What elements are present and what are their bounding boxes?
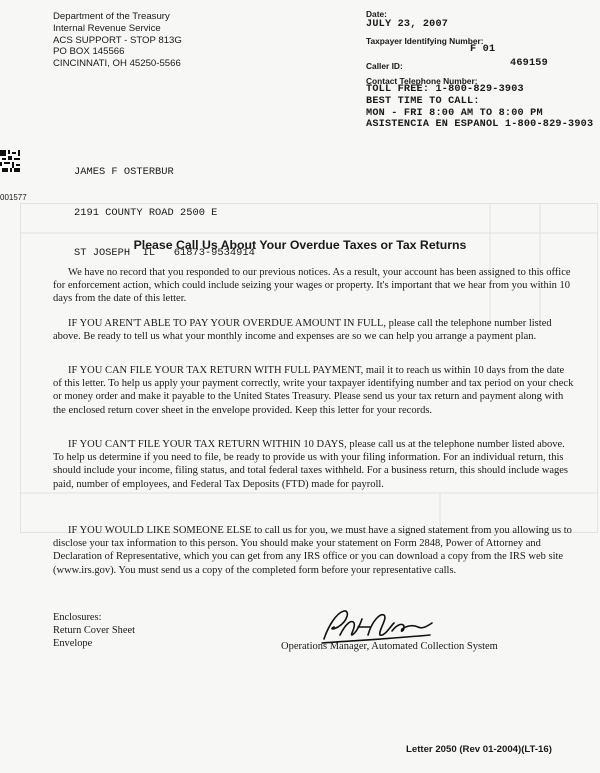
enclosures-line: Enclosures: [53, 612, 102, 623]
date-value: JULY 23, 2007 [366, 19, 449, 30]
sender-line: Department of the Treasury [53, 11, 170, 22]
recipient-line: ST JOSEPH IL 61873-9534914 [74, 247, 255, 259]
sender-address [53, 11, 182, 70]
body-paragraph: IF YOU CAN FILE YOUR TAX RETURN WITH FULL PAYMENT, mail it to reach us within 10 days from the date of this letter. To help us apply your payment correctly, write your taxpayer identifying number and tax period on your check or money order and make it payable to the United States Treasury. Please send us your tax return and payment along with the enclosed return cover sheet in the envelope provided. Keep this letter for your records. [53, 365, 574, 416]
recipient-line: JAMES F OSTERBUR [74, 166, 174, 178]
body-paragraph: IF YOU CAN'T FILE YOUR TAX RETURN WITHIN 10 DAYS, please call us at the telephone number listed above. To help us determine if you need to file, be ready to provide us with your filing information. For an individual return, this should include your income, filing status, and total federal taxes withheld. For a business return, this should include wages paid, number of employees, and Federal Tax Deposits (FTD) made for payroll. [53, 439, 568, 490]
sender-line: ACS SUPPORT - STOP 813G [53, 34, 182, 46]
sender-line: CINCINNATI, OH 45250-5566 [53, 58, 181, 70]
contact-line: ASISTENCIA EN ESPANOL 1-800-829-3903 [366, 119, 594, 131]
enclosures-list [53, 611, 135, 651]
caller-id-label: Caller ID: [366, 61, 403, 71]
sender-line: PO BOX 145566 [53, 46, 125, 58]
contact-phone-block [366, 84, 593, 131]
letter-title: Please Call Us About Your Overdue Taxes or Tax Returns [133, 238, 467, 252]
caller-id-value: 469159 [510, 58, 548, 69]
tin-value: F 01 [470, 44, 496, 55]
body-paragraph: We have no record that you responded to our previous notices. As a result, your account has been assigned to this office for enforcement action, which could include seizing your wages or property. It's important that we hear from you within 10 days from the date of this letter. [53, 267, 571, 305]
barcode-number: 001577 [0, 193, 27, 202]
body-paragraph: IF YOU AREN'T ABLE TO PAY YOUR OVERDUE AMOUNT IN FULL, please call the telephone number listed above. Be ready to tell us what your monthly income and expenses are so we can help you arrange a payment plan. [53, 318, 552, 343]
recipient-line: 2191 COUNTY ROAD 2500 E [74, 206, 218, 219]
sender-line: Internal Revenue Service [53, 22, 161, 34]
contact-line: MON - FRI 8:00 AM TO 8:00 PM [366, 107, 543, 119]
form-identifier: Letter 2050 (Rev 01-2004)(LT-16) [406, 744, 552, 755]
body-paragraph: IF YOU WOULD LIKE SOMEONE ELSE to call us for you, we must have a signed statement from you allowing us to disclose your tax information to this person. You should make your statement on Form 2848, Power of Attorney and Declaration of Representative, which you can get from any IRS office or you can download a copy from the IRS web site (www.irs.gov). You must send us a copy of the completed form before your representative calls. [53, 525, 572, 576]
tin-label: Taxpayer Identifying Number: [366, 36, 484, 46]
contact-line: BEST TIME TO CALL: [366, 95, 480, 107]
contact-phone-label: Contact Telephone Number: [366, 76, 478, 86]
enclosures-line: Return Cover Sheet [53, 625, 135, 637]
date-label: Date: [366, 9, 387, 19]
contact-line: TOLL FREE: 1-800-829-3903 [366, 84, 524, 95]
enclosures-line: Envelope [53, 638, 93, 650]
barcode-2d-icon [0, 150, 20, 172]
signatory-title: Operations Manager, Automated Collection System [281, 641, 498, 652]
